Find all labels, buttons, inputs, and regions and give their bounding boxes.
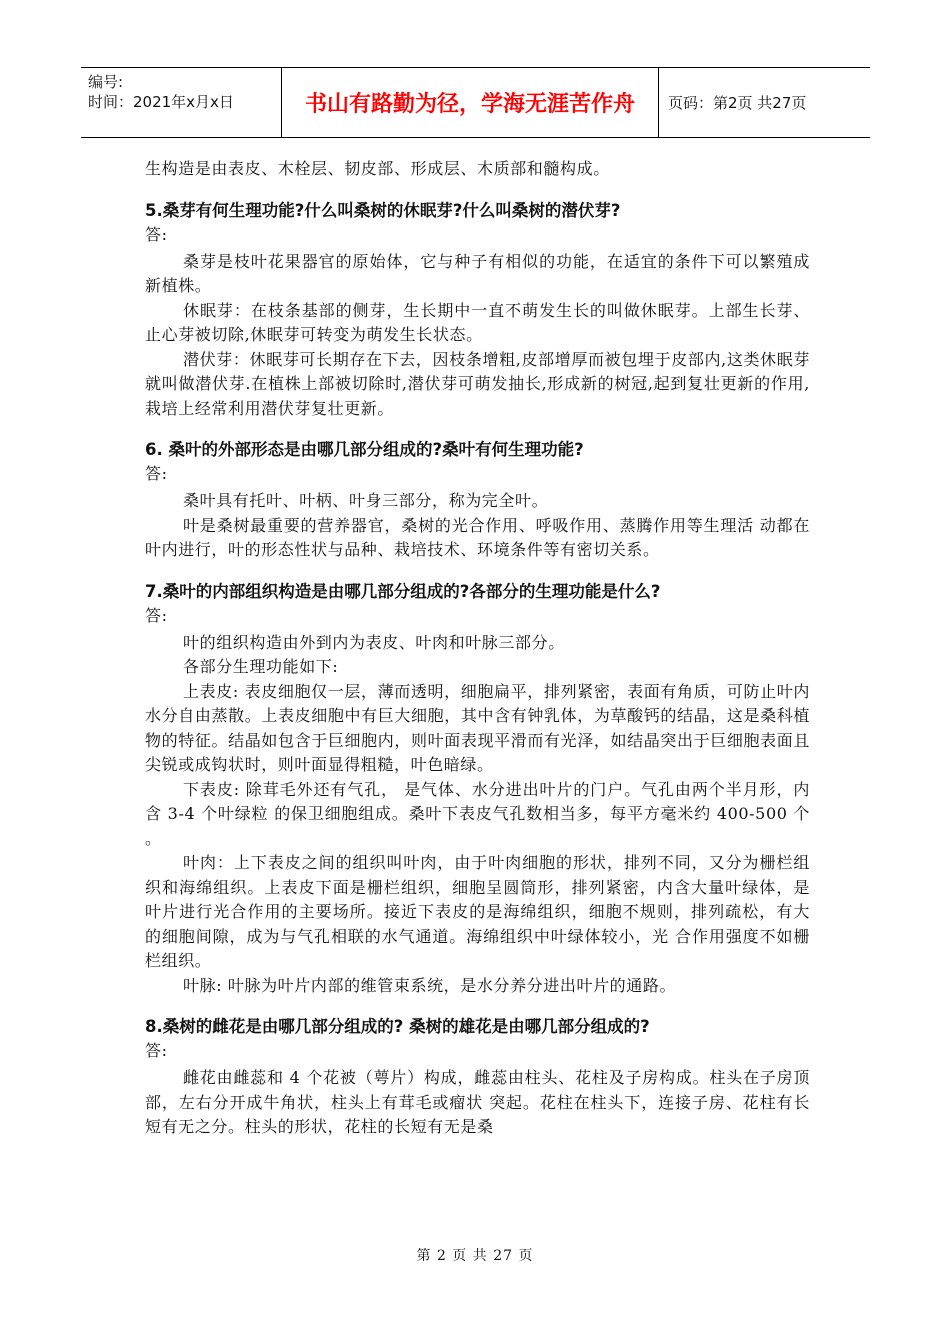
answer-paragraph: 下表皮: 除茸毛外还有气孔， 是气体、水分进出叶片的门户。气孔由两个半月形，内含 3-4 个叶绿粒 的保卫细胞组成。桑叶下表皮气孔数相当多，每平方毫米约 400-500 个 。	[145, 779, 810, 848]
header-date-label: 时间：2021年x月x日	[88, 93, 234, 111]
answer-paragraph: 叶肉：上下表皮之间的组织叫叶肉，由于叶肉细胞的形状，排列不同，又分为栅栏组织和海绵组织。上表皮下面是栅栏组织，细胞呈圆筒形，排列紧密，内含大量叶绿体，是 叶片进行光合作用的主要场所。接近下表皮的是海绵组织，细胞不规则，排列疏松，有大 的细胞间隙，成为与气孔相联的水气通道。海绵组织中叶绿体较小，光 合作用强度不如栅栏组织。	[145, 853, 810, 970]
section-q5	[145, 198, 810, 422]
section-q8	[145, 1014, 810, 1140]
section-q6	[145, 437, 810, 563]
header-page-info: 页码：第2页 共27页	[668, 94, 807, 112]
question-heading: 6. 桑叶的外部形态是由哪几部分组成的?桑叶有何生理功能?	[145, 440, 584, 459]
question-heading: 5.桑芽有何生理功能?什么叫桑树的休眠芽?什么叫桑树的潜伏芽?	[145, 200, 621, 220]
answer-label: 答:	[145, 605, 168, 625]
answer-label: 答:	[145, 1041, 168, 1060]
answer-paragraph: 潜伏芽：休眠芽可长期存在下去，因枝条增粗,皮部增厚而被包埋于皮部内,这类休眠芽就叫做潜伏芽.在植株上部被切除时,潜伏芽可萌发抽长,形成新的树冠,起到复壮更新的作用,栽培上经常利用潜伏芽复壮更新。	[145, 349, 810, 418]
question-heading: 7.桑叶的内部组织构造是由哪几部分组成的?各部分的生理功能是什么?	[145, 581, 661, 601]
answer-paragraph: 叶脉: 叶脉为叶片内部的维管束系统，是水分养分进出叶片的通路。	[183, 975, 677, 995]
answer-label: 答:	[145, 464, 168, 483]
intro-line: 生构造是由表皮、木栓层、韧皮部、形成层、木质部和髓构成。	[145, 159, 610, 178]
question-heading: 8.桑树的雌花是由哪几部分组成的? 桑树的雄花是由哪几部分组成的?	[145, 1017, 650, 1036]
header-motto: 书山有路勤为径，学海无涯苦作舟	[282, 68, 659, 137]
document-body	[145, 157, 810, 1140]
answer-paragraph: 各部分生理功能如下:	[183, 657, 339, 676]
answer-paragraph: 雌花由雌蕊和 4 个花被（萼片）构成，雌蕊由柱头、花柱及子房构成。柱头在子房顶部，左右分开成牛角状，柱头上有茸毛或瘤状 突起。花柱在柱头下，连接子房、花柱有长短有无之分。柱头的形状，花柱的长短有无是桑	[145, 1068, 810, 1136]
page-header	[81, 67, 870, 138]
answer-paragraph: 休眠芽：在枝条基部的侧芽，生长期中一直不萌发生长的叫做休眠芽。上部生长芽、止心芽被切除,休眠芽可转变为萌发生长状态。	[145, 300, 810, 344]
answer-paragraph: 桑芽是枝叶花果器官的原始体，它与种子有相似的功能，在适宜的条件下可以繁殖成新植株。	[145, 251, 810, 295]
header-number-label: 编号:	[88, 73, 124, 91]
section-q7	[145, 579, 810, 999]
page-footer: 第 2 页 共 27 页	[416, 1248, 534, 1264]
answer-paragraph: 桑叶具有托叶、叶柄、叶身三部分，称为完全叶。	[183, 491, 549, 510]
answer-paragraph: 上表皮: 表皮细胞仅一层，薄而透明，细胞扁平，排列紧密，表面有角质，可防止叶内水分自由蒸散。上表皮细胞中有巨大细胞，其中含有钟乳体，为草酸钙的结晶，这是桑科植物的特征。结晶如包含于巨细胞内，则叶面表现平滑而有光泽，如结晶突出于巨细胞表面且尖锐或成钩状时，则叶面显得粗糙，叶色暗绿。	[145, 681, 810, 774]
answer-label: 答:	[145, 224, 168, 244]
answer-paragraph: 叶的组织构造由外到内为表皮、叶肉和叶脉三部分。	[183, 632, 565, 652]
answer-paragraph: 叶是桑树最重要的营养器官，桑树的光合作用、呼吸作用、蒸腾作用等生理活 动都在叶内进行，叶的形态性状与品种、栽培技术、环境条件等有密切关系。	[145, 515, 810, 559]
header-meta	[81, 68, 282, 137]
